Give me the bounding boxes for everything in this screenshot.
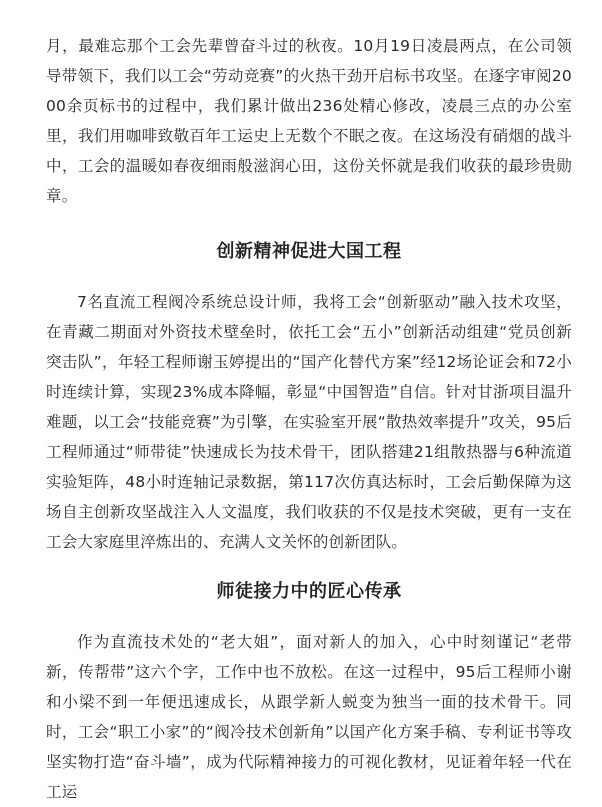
article-body <box>46 0 572 807</box>
section-heading-innovation: 创新精神促进大国工程 <box>216 241 402 262</box>
section-heading-mentorship: 师徒接力中的匠心传承 <box>216 581 402 602</box>
paragraph-innovation: 7名直流工程阀冷系统总设计师，我将工会“创新驱动”融入技术攻坚，在青藏二期面对外资技术壁垒时，依托工会“五小”创新活动组建“党员创新突击队”，年轻工程师谢玉婷提出的“国产化替代方案”经12场论证会和72小时连续计算，实现23%成本降幅，彰显“中国智造”自信。针对甘浙项目温升难题，以工会“技能竞赛”为引擎，在实验室开展“散热效率提升”攻关，95后工程师通过“师带徒”快速成长为技术骨干，团队搭建21组散热器与6种流道实验矩阵，48小时连轴记录数据，第117次仿真达标时，工会后勤保障为这场自主创新攻坚战注入人文温度，我们收获的不仅是技术突破，更有一支在工会大家庭里淬炼出的、充满人文关怀的创新团队。 <box>46 293 572 551</box>
paragraph-labor-competition: 月，最难忘那个工会先辈曾奋斗过的秋夜。10月19日凌晨两点，在公司领导带领下，我们以工会“劳动竞赛”的火热干劲开启标书攻坚。在逐字审阅2000余页标书的过程中，我们累计做出236处精心修改，凌晨三点的办公室里，我们用咖啡致敬百年工运史上无数个不眠之夜。在这场没有硝烟的战斗中，工会的温暖如春夜细雨般滋润心田，这份关怀就是我们收获的最珍贵勋章。 <box>46 37 572 205</box>
paragraph-mentorship: 作为直流技术处的“老大姐”，面对新人的加入，心中时刻谨记“老带新，传帮带”这六个字，工作中也不放松。在这一过程中，95后工程师小谢和小梁不到一年便迅速成长，从跟学新人蜕变为独当一面的技术骨干。同时，工会“职工小家”的“阀冷技术创新角”以国产化方案手稿、专利证书等攻坚实物打造“奋斗墙”，成为代际精神接力的可视化教材，见证着年轻一代在工运 <box>46 633 572 801</box>
